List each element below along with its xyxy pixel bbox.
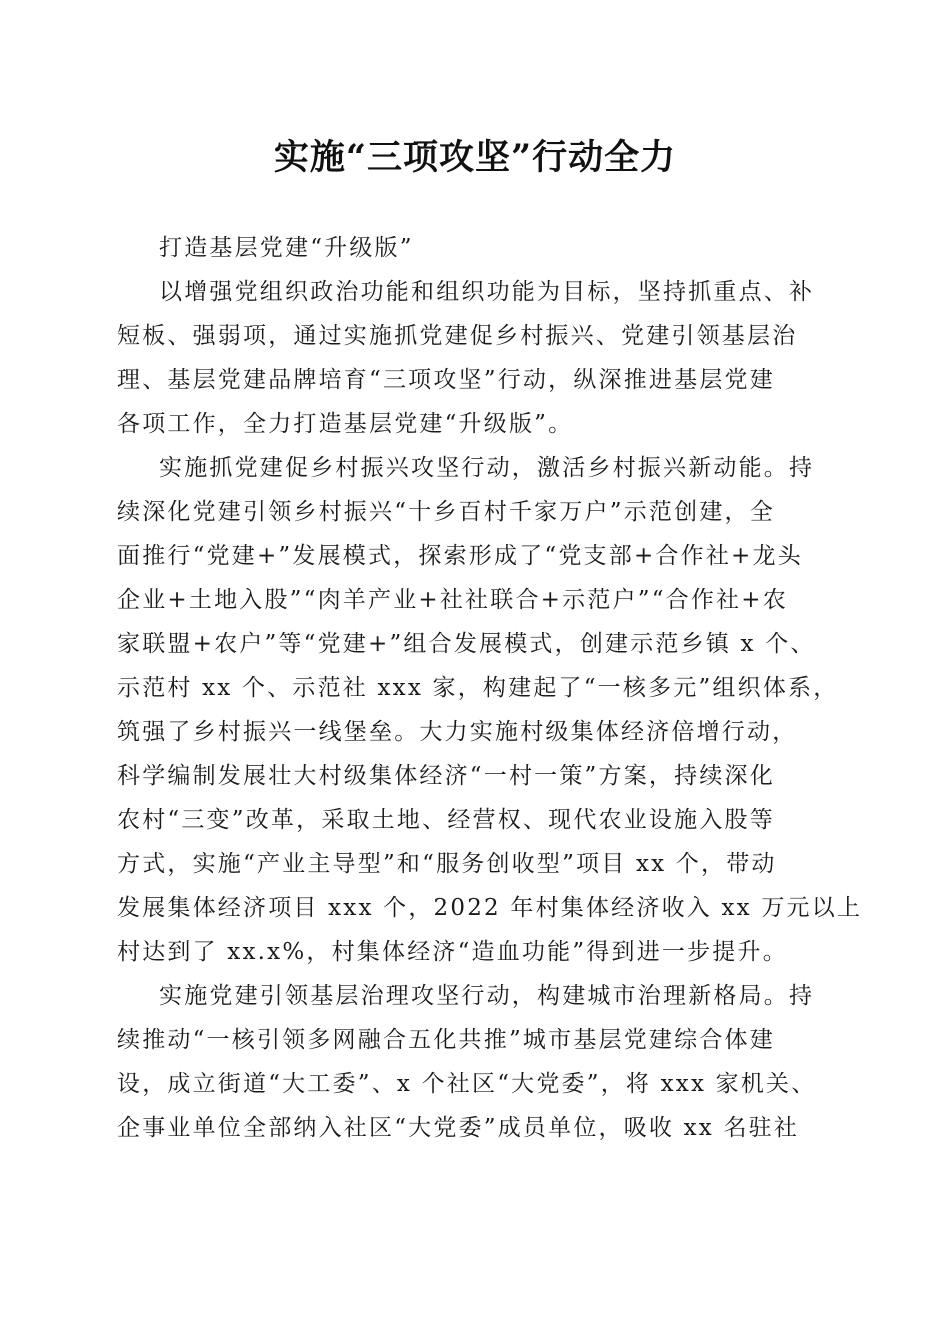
document-title: 实施“三项攻坚”行动全力 [273, 137, 677, 178]
text-line: 方式，实施“产业主导型”和“服务创收型”项目 xx 个，带动 [117, 851, 777, 877]
text-line: 科学编制发展壮大村级集体经济“一村一策”方案，持续深化 [117, 763, 775, 789]
text-line: 各项工作，全力打造基层党建“升级版”。 [117, 411, 574, 437]
document-body [117, 226, 863, 1150]
text-line: 筑强了乡村振兴一线堡垒。大力实施村级集体经济倍增行动， [117, 719, 798, 745]
text-line: 面推行“党建+”发展模式，探索形成了“党支部+合作社+龙头 [117, 543, 803, 569]
text-line: 续深化党建引领乡村振兴“十乡百村千家万户”示范创建，全 [117, 499, 775, 525]
paragraph-intro [117, 270, 833, 446]
text-line: 农村“三变”改革，采取土地、经营权、现代农业设施入股等 [117, 807, 775, 833]
text-line: 实施抓党建促乡村振兴攻坚行动，激活乡村振兴新动能。持 [159, 455, 815, 481]
text-line: 理、基层党建品牌培育“三项攻坚”行动，纵深推进基层党建 [117, 367, 775, 393]
text-line: 打造基层党建“升级版” [159, 235, 414, 261]
paragraph-subtitle [117, 226, 833, 270]
text-line: 家联盟+农户”等“党建+”组合发展模式，创建示范乡镇 x 个、 [117, 631, 816, 657]
text-line: 示范村 xx 个、示范社 xxx 家，构建起了“一核多元”组织体系， [117, 675, 839, 701]
text-line: 续推动“一核引领多网融合五化共推”城市基层党建综合体建 [117, 1027, 775, 1053]
paragraph-grassroots-governance [117, 974, 833, 1150]
text-line: 企业+土地入股”“肉羊产业+社社联合+示范户”“合作社+农 [117, 587, 788, 613]
text-line: 企事业单位全部纳入社区“大党委”成员单位，吸收 xx 名驻社 [117, 1115, 800, 1141]
text-line: 以增强党组织政治功能和组织功能为目标，坚持抓重点、补 [159, 279, 815, 305]
text-line: 设，成立街道“大工委”、x 个社区“大党委”，将 xxx 家机关、 [117, 1071, 817, 1097]
text-line: 短板、强弱项，通过实施抓党建促乡村振兴、党建引领基层治 [117, 323, 798, 349]
text-line: 实施党建引领基层治理攻坚行动，构建城市治理新格局。持 [159, 983, 815, 1009]
text-line: 发展集体经济项目 xxx 个，2022 年村集体经济收入 xx 万元以上 [117, 895, 863, 921]
text-line: 村达到了 xx.x%，村集体经济“造血功能”得到进一步提升。 [117, 939, 788, 965]
paragraph-rural-revitalization [117, 446, 863, 974]
